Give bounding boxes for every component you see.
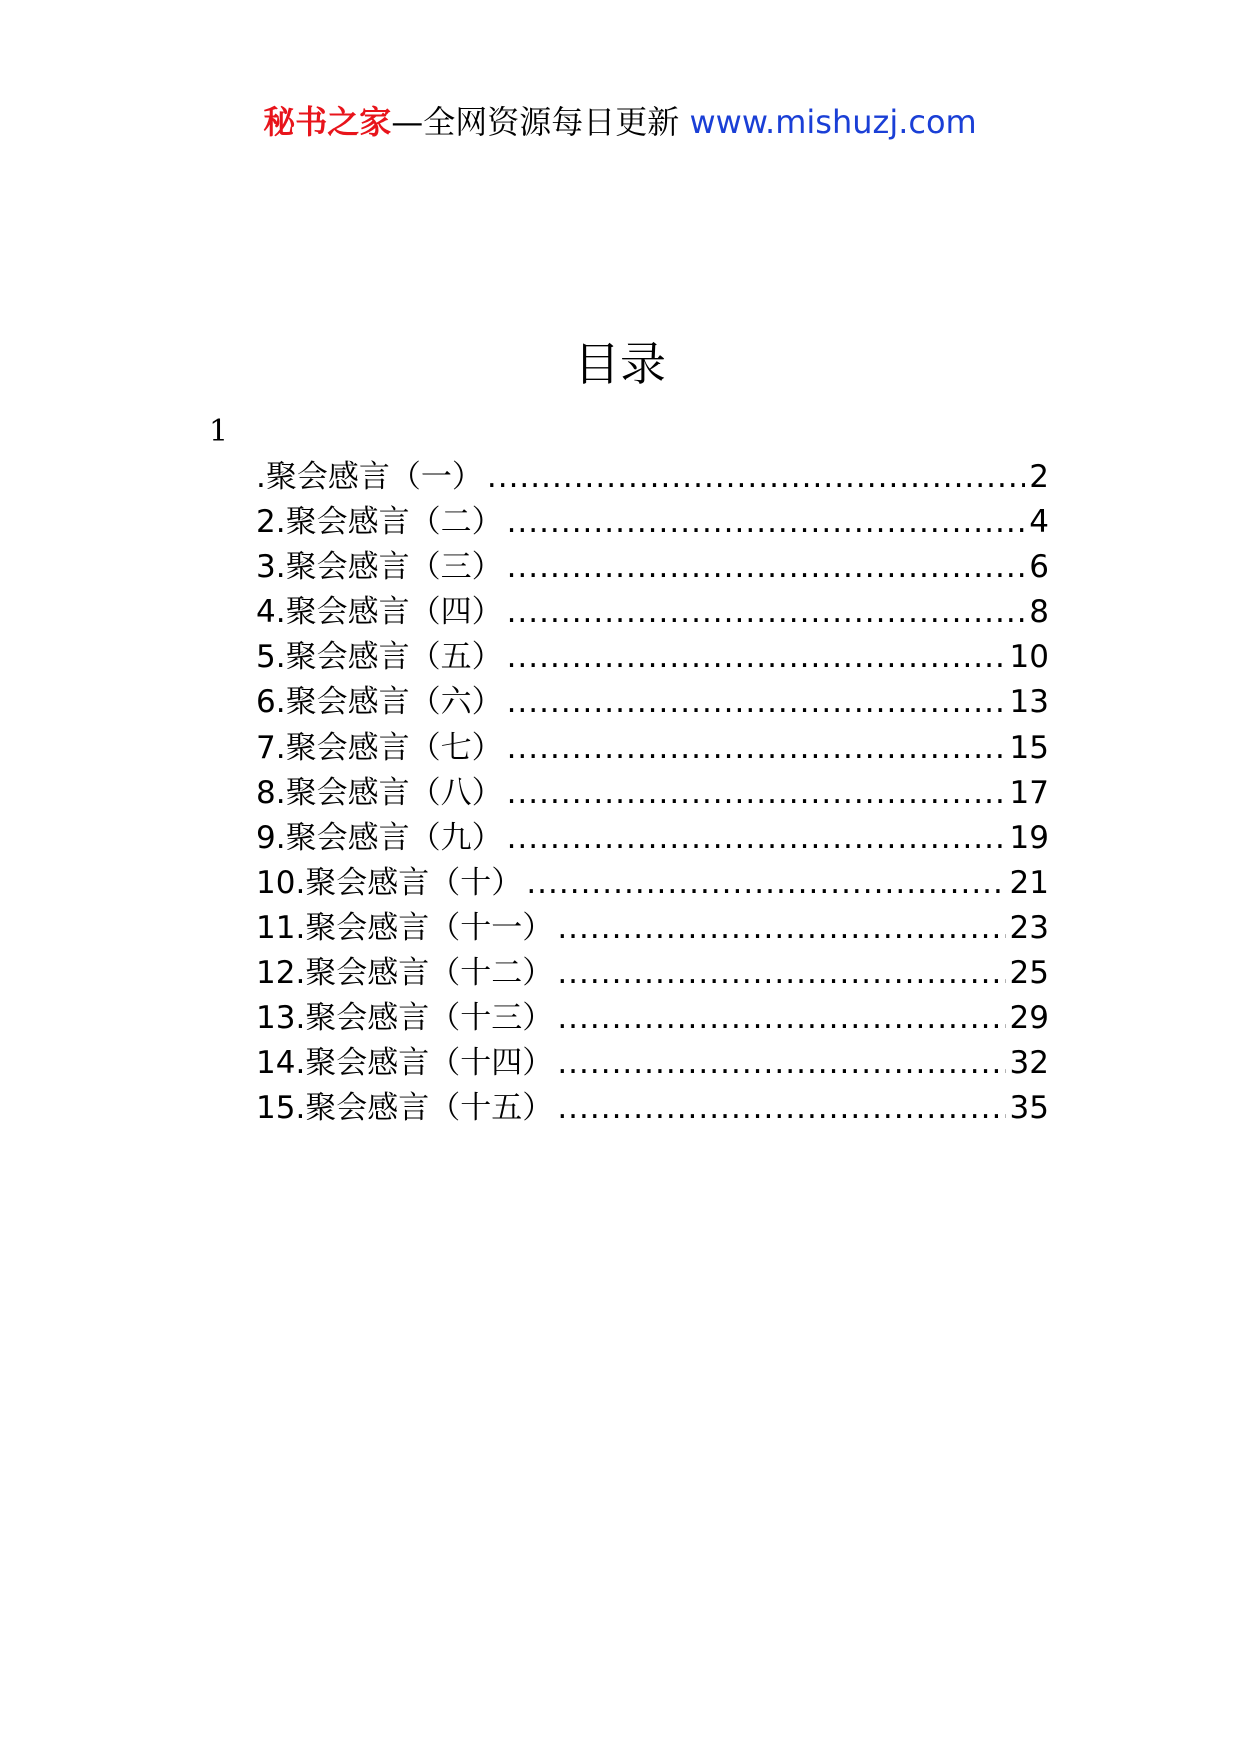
toc-entry-label: 14.聚会感言（十四） [256,1045,554,1082]
toc-dot-leader [526,861,1005,906]
toc-dot-leader [557,951,1005,996]
toc-entry-page: 4 [1029,504,1049,541]
toc-entry-page: 19 [1009,819,1049,856]
toc-entry[interactable] [256,906,1049,951]
toc-entry-label: 7.聚会感言（七） [256,729,503,766]
toc-entry-label: 15.聚会感言（十五） [256,1090,554,1127]
toc-entry-page: 29 [1009,1000,1049,1037]
toc-entry-page: 10 [1009,639,1049,676]
toc-entry-label: 11.聚会感言（十一） [256,909,554,946]
toc-entry[interactable] [256,726,1049,771]
page-header [0,100,1240,144]
toc-entry-label: 9.聚会感言（九） [256,819,503,856]
toc-entry-page: 35 [1009,1090,1049,1127]
toc-entry-page: 21 [1009,864,1049,901]
toc-entry-label: 5.聚会感言（五） [256,639,503,676]
toc-entry-label: 3.聚会感言（三） [256,549,503,586]
header-tagline: —全网资源每日更新 [391,103,690,141]
toc-entry[interactable] [256,1086,1049,1131]
toc-dot-leader [507,635,1006,680]
toc-dot-leader [507,545,1026,590]
toc-entry-page: 15 [1009,729,1049,766]
toc-entry-label: .聚会感言（一） [256,459,483,495]
toc-entry[interactable] [256,1041,1049,1086]
toc-entry-page: 2 [1029,459,1049,495]
toc-entry-page: 8 [1029,594,1049,631]
toc-entry[interactable] [256,455,1049,500]
toc-dot-leader [557,996,1005,1041]
toc-entry[interactable] [256,816,1049,861]
toc-entry[interactable] [256,771,1049,816]
toc-entry[interactable] [256,861,1049,906]
site-url-link[interactable]: www.mishuzj.com [689,103,977,141]
toc-entry[interactable] [256,545,1049,590]
toc-entry-label: 10.聚会感言（十） [256,864,523,901]
toc-marker: 1 [209,414,229,449]
toc-title: 目录 [574,337,666,391]
toc-entry-page: 6 [1029,549,1049,586]
toc-entry-page: 25 [1009,955,1049,992]
toc-entry[interactable] [256,951,1049,996]
toc-dot-leader [507,590,1026,635]
toc-entry-page: 17 [1009,774,1049,811]
toc-entry[interactable] [256,996,1049,1041]
toc-dot-leader [557,1086,1005,1131]
toc-entry-label: 13.聚会感言（十三） [256,1000,554,1037]
toc-dot-leader [487,455,1025,500]
toc-list [256,455,1049,1131]
toc-entry[interactable] [256,500,1049,545]
toc-dot-leader [557,1041,1005,1086]
toc-entry-label: 4.聚会感言（四） [256,594,503,631]
toc-entry[interactable] [256,635,1049,680]
toc-dot-leader [507,726,1006,771]
toc-dot-leader [557,906,1005,951]
toc-entry[interactable] [256,590,1049,635]
brand-name: 秘书之家 [263,103,392,141]
toc-entry-label: 8.聚会感言（八） [256,774,503,811]
toc-dot-leader [507,680,1006,725]
toc-entry-label: 2.聚会感言（二） [256,504,503,541]
toc-entry[interactable] [256,680,1049,725]
toc-entry-page: 13 [1009,684,1049,721]
toc-entry-page: 23 [1009,909,1049,946]
toc-dot-leader [507,771,1006,816]
toc-entry-page: 32 [1009,1045,1049,1082]
toc-entry-label: 12.聚会感言（十二） [256,955,554,992]
toc-entry-label: 6.聚会感言（六） [256,684,503,721]
toc-dot-leader [507,816,1006,861]
toc-dot-leader [507,500,1026,545]
